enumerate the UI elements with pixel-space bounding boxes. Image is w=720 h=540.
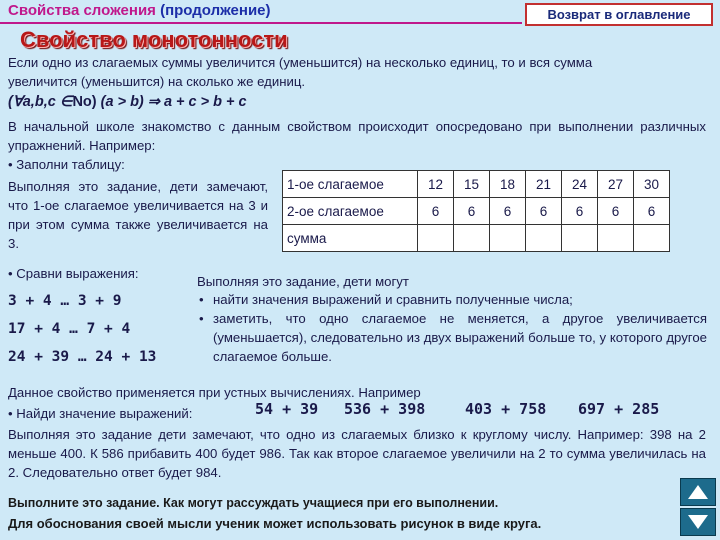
compare-task: • Сравни выражения: [8, 266, 139, 281]
back-to-contents-button[interactable]: Возврат в оглавление [525, 3, 713, 26]
table-cell: 6 [634, 198, 670, 225]
footer-hint-line: Для обоснования своей мысли ученик может использовать рисунок в виде круга. [8, 516, 542, 531]
addends-table [282, 170, 670, 252]
table-cell: 6 [562, 198, 598, 225]
formula-quantifier: (∀a,b,c ∈ [8, 94, 73, 110]
compare-expression: 24 + 39 … 24 + 13 [8, 349, 157, 365]
compare-expression: 17 + 4 … 7 + 4 [8, 321, 131, 337]
triangle-down-icon [681, 509, 715, 535]
compare-explanation-list [197, 290, 707, 366]
table-row-label: сумма [283, 225, 418, 252]
header-title-paren: (продолжение) [160, 2, 271, 19]
find-expression: 697 + 285 [578, 400, 660, 418]
table-cell: 6 [598, 198, 634, 225]
find-expression: 536 + 398 [344, 400, 426, 418]
table-cell-empty [634, 225, 670, 252]
table-cell: 6 [454, 198, 490, 225]
table-cell: 6 [526, 198, 562, 225]
table-cell: 27 [598, 171, 634, 198]
compare-explanation-intro: Выполняя это задание, дети могут [197, 274, 409, 289]
section-title: Свойство монотонности [20, 27, 288, 52]
fill-table-explanation: Выполняя это задание, дети замечают, что 1-ое слагаемое увеличивается на 3 и при этом сумма также увеличивается на 3. [8, 179, 268, 251]
table-cell: 18 [490, 171, 526, 198]
table-cell: 30 [634, 171, 670, 198]
table-row-label: 2-ое слагаемое [283, 198, 418, 225]
table-cell: 6 [418, 198, 454, 225]
nav-down-button[interactable] [680, 508, 716, 536]
find-expression: 403 + 758 [465, 400, 547, 418]
oral-calculation-intro: Данное свойство применяется при устных вычислениях. Например [8, 385, 421, 400]
compare-expression: 3 + 4 … 3 + 9 [8, 293, 122, 309]
table-cell: 24 [562, 171, 598, 198]
table-cell-empty [598, 225, 634, 252]
list-item: • найти значения выражений и сравнить полученные числа; [197, 290, 707, 309]
find-expression: 54 + 39 [255, 400, 319, 418]
nav-up-button[interactable] [680, 478, 716, 506]
table-cell-empty [418, 225, 454, 252]
oral-calculation-explanation: Выполняя это задание дети замечают, что одно из слагаемых близко к круглому числу. Например: 398 на 2 меньше 400. К 586 прибавить 400 будет 986. Так как второе слагаемое увеличили на 2 то сумма увеличилась на 2. Следовательно ответ будет 984. [8, 427, 706, 480]
table-cell: 21 [526, 171, 562, 198]
table-row [283, 225, 670, 252]
table-cell-empty [562, 225, 598, 252]
table-row [283, 171, 670, 198]
table-cell-empty [490, 225, 526, 252]
intro-paragraph: Если одно из слагаемых суммы увеличится (уменьшится) на несколько единиц, то и вся сумма увеличится (уменьшится) на сколько же единиц. [8, 55, 593, 89]
table-row [283, 198, 670, 225]
list-item: • заметить, что одно слагаемое не меняется, а другое увеличивается (уменьшается), следовательно из двух выражений больше то, у которого другое слагаемое больше. [197, 309, 707, 366]
triangle-up-icon [681, 479, 715, 505]
footer-task-line: Выполните это задание. Как могут рассуждать учащиеся при его выполнении. [8, 496, 499, 510]
table-row-label: 1-ое слагаемое [283, 171, 418, 198]
table-cell-empty [526, 225, 562, 252]
table-cell: 15 [454, 171, 490, 198]
table-cell-empty [454, 225, 490, 252]
formula-body: (a > b) ⇒ a + c > b + c [100, 94, 247, 110]
find-value-task: • Найди значение выражений: [8, 406, 193, 421]
table-cell: 6 [490, 198, 526, 225]
page-header-title [8, 2, 271, 19]
monotonicity-formula [8, 94, 247, 110]
fill-table-task: • Заполни таблицу: [8, 157, 125, 172]
header-divider [0, 22, 522, 24]
formula-set: No) [72, 94, 97, 110]
school-paragraph: В начальной школе знакомство с данным свойством происходит опосредовано при выполнении различных упражнений. Например: [8, 119, 706, 153]
table-cell: 12 [418, 171, 454, 198]
header-title-main: Свойства сложения [8, 2, 156, 19]
